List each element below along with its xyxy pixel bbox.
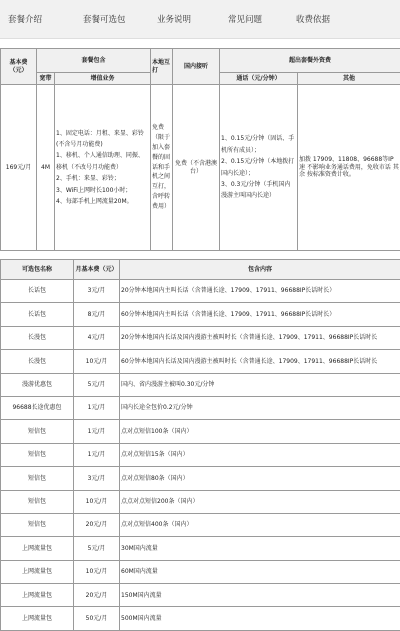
package-fee-cell: 3元/月 <box>74 280 120 303</box>
value-added-item: 1、固定电话：月租、来显、彩铃(不含号月功能费) <box>56 128 149 151</box>
table-row <box>1 280 400 303</box>
package-name-cell: 96688长途优惠包 <box>1 396 74 419</box>
table-row <box>1 467 400 490</box>
table-header-row <box>1 260 400 280</box>
package-fee-cell: 5元/月 <box>74 373 120 396</box>
tab-faq[interactable]: 常见问题 <box>228 13 262 25</box>
package-fee-cell: 50元/月 <box>74 607 120 630</box>
package-fee-cell: 10元/月 <box>74 490 120 513</box>
table-row <box>1 396 400 419</box>
call-rate-header: 通话（元/分钟） <box>220 73 298 85</box>
tab-business-description[interactable]: 业务说明 <box>157 13 191 25</box>
package-name-cell: 上网流量包 <box>1 584 74 607</box>
table-row <box>1 350 400 373</box>
package-content-cell: 60分钟本地国内主叫长话（含普通长途、17909、17911、96688IP长话时长） <box>120 303 400 326</box>
tab-package-intro[interactable]: 套餐介绍 <box>8 13 42 25</box>
package-fee-cell: 1元/月 <box>74 396 120 419</box>
inclusive-header: 套餐包含 <box>37 49 151 73</box>
package-content-cell: 60M国内流量 <box>120 560 400 583</box>
package-name-cell: 长漫包 <box>1 326 74 349</box>
table-row <box>1 373 400 396</box>
package-name-cell: 上网流量包 <box>1 560 74 583</box>
package-content-cell: 20分钟本地国内长话及国内漫游主被叫时长（含普通长途、17909、17911、96688IP长话时长 <box>120 326 400 349</box>
base-fee-value: 169元/月 <box>1 85 37 251</box>
package-name-cell: 上网流量包 <box>1 537 74 560</box>
table-row <box>1 490 400 513</box>
optional-packages-body <box>1 280 400 631</box>
package-content-cell: 60分钟本地国内长话及国内漫游主被叫时长（含普通长途、17909、17911、96688IP长话时长 <box>120 350 400 373</box>
package-name-cell: 短信包 <box>1 467 74 490</box>
package-content-cell: 国内长途全包价0.2元/分钟 <box>120 396 400 419</box>
domestic-answer-value: 免费（不含港澳台） <box>173 85 220 251</box>
package-content-cell: 点对点短信400条（国内） <box>120 513 400 536</box>
package-content-cell: 30M国内流量 <box>120 537 400 560</box>
call-rate-item: 1、0.15元/分钟（固话、手机所有成员）； <box>221 133 296 156</box>
value-added-item: 2、手机：来显、彩铃； <box>56 173 149 184</box>
package-fee-cell: 20元/月 <box>74 513 120 536</box>
column-header-content: 包含内容 <box>120 260 400 280</box>
optional-packages-table <box>0 259 400 631</box>
package-name-cell: 上网流量包 <box>1 607 74 630</box>
domestic-answer-header: 国内接听 <box>173 49 220 85</box>
local-call-header: 本地互打 <box>151 49 173 85</box>
value-added-header: 增值业务 <box>55 73 151 85</box>
value-added-item: 4、每部手机上网流量20M。 <box>56 196 149 207</box>
package-content-cell: 点对点短信100条（国内） <box>120 420 400 443</box>
table-row <box>1 49 400 73</box>
call-rate-item: 3、0.3元/分钟（手机国内漫游主叫国内长途） <box>221 179 296 202</box>
bandwidth-value: 4M <box>37 85 55 251</box>
table-row <box>1 560 400 583</box>
package-content-cell: 国内、省内漫游主被叫0.30元/分钟 <box>120 373 400 396</box>
package-name-cell: 短信包 <box>1 490 74 513</box>
tab-fee-basis[interactable]: 收费依据 <box>296 13 330 25</box>
package-content-cell: 500M国内流量 <box>120 607 400 630</box>
package-name-cell: 短信包 <box>1 513 74 536</box>
table-row <box>1 326 400 349</box>
other-value: 加拨 17909、11808、96688等IP速 不影响业务通话费用，免收市话 其余 按标准资费计收。 <box>298 85 400 251</box>
table-row <box>1 85 400 251</box>
package-name-cell: 短信包 <box>1 420 74 443</box>
call-rate-item: 2、0.15元/分钟（本地拨打国内长途）； <box>221 156 296 179</box>
package-name-cell: 短信包 <box>1 443 74 466</box>
package-fee-cell: 3元/月 <box>74 467 120 490</box>
table-row <box>1 607 400 630</box>
package-name-cell: 长漫包 <box>1 350 74 373</box>
package-fee-cell: 4元/月 <box>74 326 120 349</box>
package-content-cell: 150M国内流量 <box>120 584 400 607</box>
value-added-item: 1、移机、个人通信助理、同振、移机（不改号月功能费） <box>56 150 149 173</box>
table-row <box>1 513 400 536</box>
package-content-cell: 点点对点短信200条（国内） <box>120 490 400 513</box>
package-fee-cell: 5元/月 <box>74 537 120 560</box>
tab-bar <box>0 0 400 39</box>
table-row <box>1 443 400 466</box>
call-rate-list <box>220 85 298 251</box>
other-header: 其他 <box>298 73 400 85</box>
base-fee-header: 基本费（元） <box>1 49 37 85</box>
bandwidth-header: 宽带 <box>37 73 55 85</box>
overflow-fee-header: 超出套餐外资费 <box>220 49 400 73</box>
package-content-cell: 点对点短信15条（国内） <box>120 443 400 466</box>
value-added-item: 3、WiFi上网时长100小时； <box>56 185 149 196</box>
tab-optional-packages[interactable]: 套餐可选包 <box>83 13 126 25</box>
table-row <box>1 584 400 607</box>
value-added-list <box>55 85 151 251</box>
table-row <box>1 303 400 326</box>
package-fee-cell: 8元/月 <box>74 303 120 326</box>
package-fee-cell: 1元/月 <box>74 420 120 443</box>
package-fee-cell: 20元/月 <box>74 584 120 607</box>
package-table <box>0 48 400 251</box>
package-fee-cell: 10元/月 <box>74 560 120 583</box>
package-name-cell: 长话包 <box>1 280 74 303</box>
column-header-fee: 月基本费（元） <box>74 260 120 280</box>
package-content-cell: 20分钟本地国内主叫长话（含普通长途、17909、17911、96688IP长话时长） <box>120 280 400 303</box>
package-content-cell: 点对点短信80条（国内） <box>120 467 400 490</box>
package-fee-cell: 1元/月 <box>74 443 120 466</box>
package-name-cell: 长话包 <box>1 303 74 326</box>
table-row <box>1 537 400 560</box>
table-row <box>1 420 400 443</box>
local-call-value: 免费（限于加入套餐的固话和手机之间互打，含呼转费用） <box>151 85 173 251</box>
column-header-name: 可选包名称 <box>1 260 74 280</box>
package-name-cell: 漫游优惠包 <box>1 373 74 396</box>
package-fee-cell: 10元/月 <box>74 350 120 373</box>
